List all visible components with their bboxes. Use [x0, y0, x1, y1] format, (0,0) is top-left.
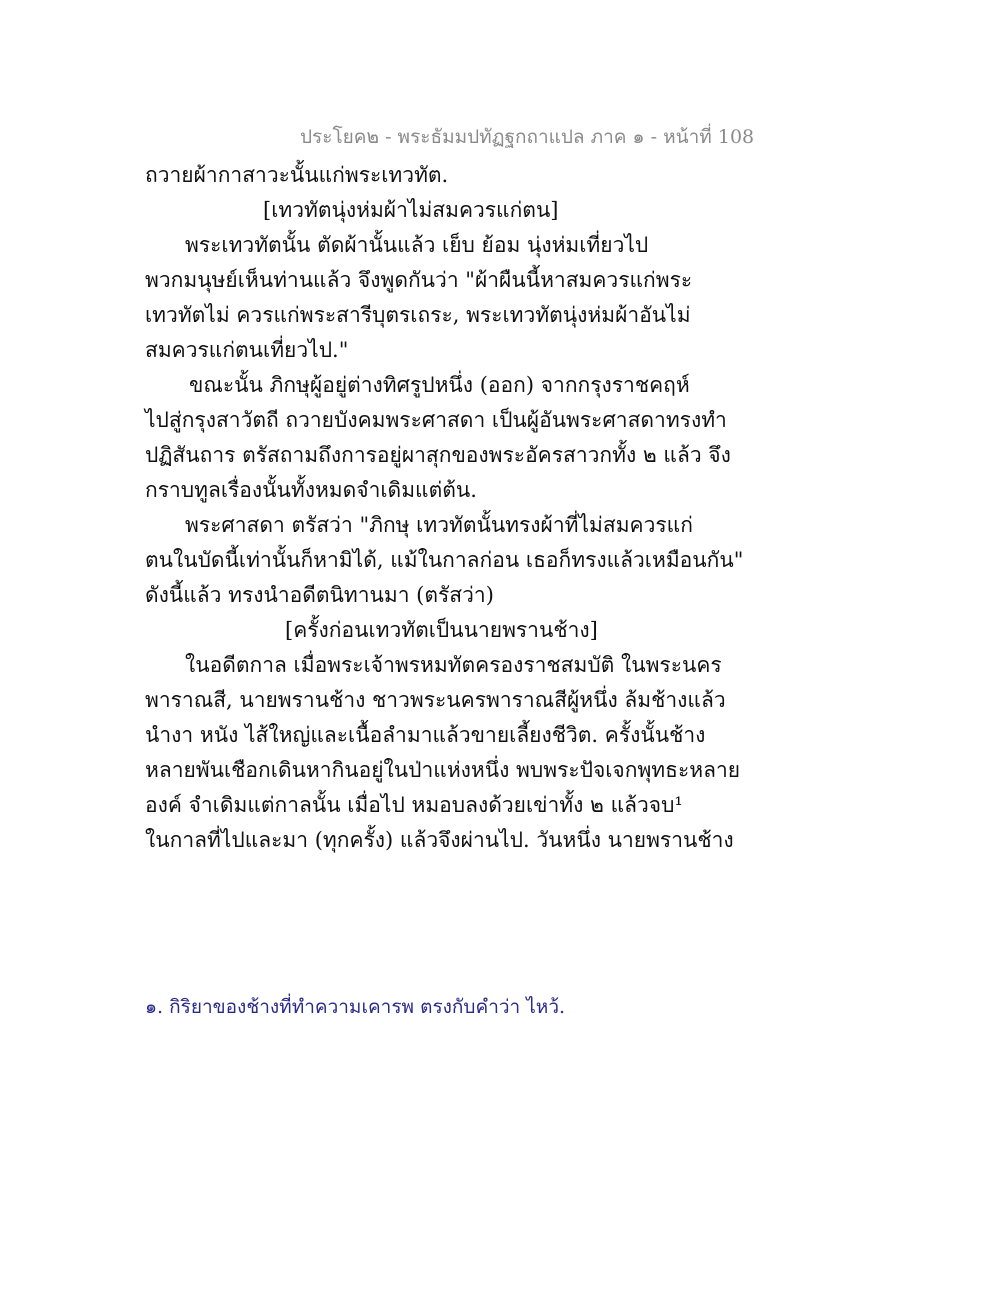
body-text: [145, 158, 744, 858]
text-line: นำงา หนัง ไส้ใหญ่และเนื้อลำมาแล้วขายเลี้ยงชีวิต. ครั้งนั้นช้าง: [145, 723, 706, 747]
text-line: ในอดีตกาล เมื่อพระเจ้าพรหมทัตครองราชสมบัติ ในพระนคร: [185, 653, 722, 677]
text-line: พวกมนุษย์เห็นท่านแล้ว จึงพูดกันว่า "ผ้าผืนนี้หาสมควรแก่พระ: [145, 268, 693, 292]
text-line: องค์ จำเดิมแต่กาลนั้น เมื่อไป หมอบลงด้วยเข่าทั้ง ๒ แล้วจบ¹: [145, 793, 683, 817]
text-line: กราบทูลเรื่องนั้นทั้งหมดจำเดิมแต่ต้น.: [145, 478, 477, 502]
text-line: ดังนี้แล้ว ทรงนำอดีตนิทานมา (ตรัสว่า): [145, 583, 494, 607]
text-line: เทวทัตไม่ ควรแก่พระสารีบุตรเถระ, พระเทวทัตนุ่งห่มผ้าอันไม่: [145, 303, 691, 327]
page-header: ประโยค๒ - พระธัมมปทัฏฐกถาแปล ภาค ๑ - หน้าที่ 108: [300, 126, 755, 148]
text-line: ในกาลที่ไปและมา (ทุกครั้ง) แล้วจึงผ่านไป. วันหนึ่ง นายพรานช้าง: [145, 828, 734, 852]
section-heading: [ครั้งก่อนเทวทัตเป็นนายพรานช้าง]: [285, 618, 598, 642]
section-heading: [เทวทัตนุ่งห่มผ้าไม่สมควรแก่ตน]: [263, 198, 559, 222]
text-line: พระศาสดา ตรัสว่า "ภิกษุ เทวทัตนั้นทรงผ้าที่ไม่สมควรแก่: [185, 513, 693, 537]
text-line: พาราณสี, นายพรานช้าง ชาวพระนครพาราณสีผู้หนึ่ง ล้มช้างแล้ว: [145, 688, 726, 712]
text-line: สมควรแก่ตนเที่ยวไป.": [145, 338, 349, 362]
footnote: ๑. กิริยาของช้างที่ทำความเคารพ ตรงกับคำว่า ไหว้.: [145, 996, 566, 1018]
text-line: ไปสู่กรุงสาวัตถี ถวายบังคมพระศาสดา เป็นผู้อันพระศาสดาทรงทำ: [145, 408, 727, 432]
text-line: ถวายผ้ากาสาวะนั้นแก่พระเทวทัต.: [145, 163, 449, 187]
text-line: หลายพันเชือกเดินหากินอยู่ในป่าแห่งหนึ่ง พบพระปัจเจกพุทธะหลาย: [145, 758, 741, 782]
text-line: ตนในบัดนี้เท่านั้นก็หามิได้, แม้ในกาลก่อน เธอก็ทรงแล้วเหมือนกัน": [145, 548, 744, 572]
text-line: ขณะนั้น ภิกษุผู้อยู่ต่างทิศรูปหนึ่ง (ออก) จากกรุงราชคฤห์: [189, 373, 690, 397]
text-line: พระเทวทัตนั้น ตัดผ้านั้นแล้ว เย็บ ย้อม นุ่งห่มเที่ยวไป: [185, 233, 649, 257]
text-line: ปฏิสันถาร ตรัสถามถึงการอยู่ผาสุกของพระอัครสาวกทั้ง ๒ แล้ว จึง: [145, 443, 731, 467]
